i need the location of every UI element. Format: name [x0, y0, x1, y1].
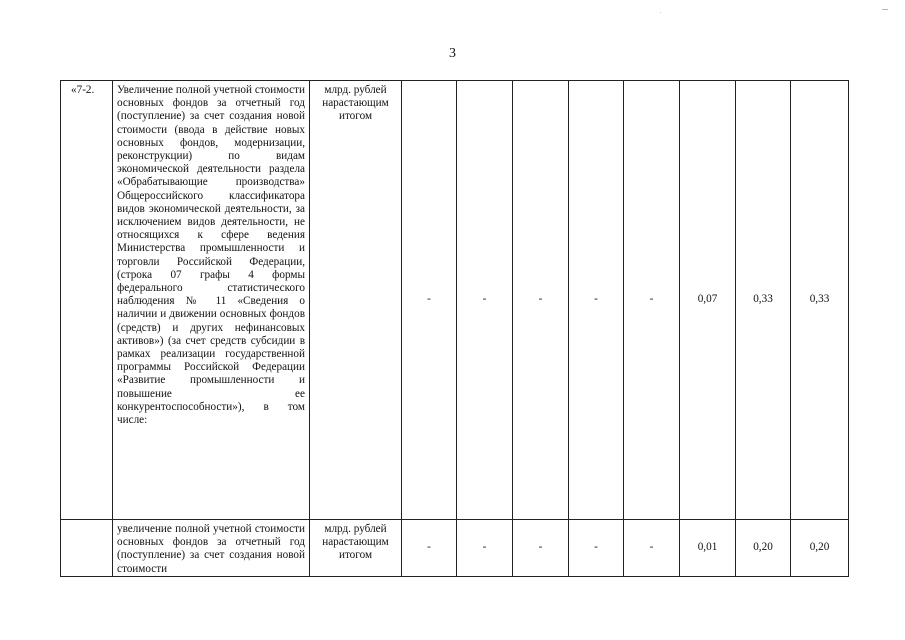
- unit-cell: млрд. рублей нарастающим итогом: [310, 81, 402, 520]
- value-cell: -: [402, 520, 457, 577]
- value-cell: 0,07: [680, 81, 736, 520]
- value-cell: -: [569, 520, 624, 577]
- row-number-cell: [61, 520, 113, 577]
- value-cell: -: [624, 81, 680, 520]
- page-number: 3: [449, 46, 456, 61]
- value-cell: -: [457, 520, 513, 577]
- value-cell: -: [569, 81, 624, 520]
- value-cell: -: [402, 81, 457, 520]
- indicator-table: [60, 80, 849, 577]
- row-number-cell: «7-2.: [61, 81, 113, 520]
- scan-artifact-dot: [660, 12, 661, 13]
- value-cell: -: [513, 81, 569, 520]
- scan-artifact-mark: [882, 9, 888, 10]
- value-cell: -: [513, 520, 569, 577]
- value-cell: 0,01: [680, 520, 736, 577]
- value-cell: -: [624, 520, 680, 577]
- value-cell: 0,33: [791, 81, 849, 520]
- indicator-description-cell: [113, 520, 310, 577]
- indicator-description-text: увеличение полной учетной стоимости основных фондов за отчетный год (поступление) за счет создания новой стоимости: [117, 523, 305, 575]
- table-row: [61, 520, 849, 577]
- value-cell: 0,20: [736, 520, 791, 577]
- value-cell: -: [457, 81, 513, 520]
- unit-cell: млрд. рублей нарастающим итогом: [310, 520, 402, 577]
- value-cell: 0,33: [736, 81, 791, 520]
- indicator-description-cell: Увеличение полной учетной стоимости основных фондов за отчетный год (поступление) за счет создания новой стоимости (ввода в действие новых основных фондов, модернизации, реконструкции) по видам экономической деятельности раздела «Обрабатывающие производства» Общероссийского классификатора видов экономической деятельности, за исключением видов деятельности, не относящихся к сфере ведения Министерства промышленности и торговли Российской Федерации, (строка 07 графы 4 формы федерального статистического наблюдения № 11 «Сведения о наличии и движении основных фондов (средств) и других нефинансовых активов») (за счет средств субсидии в рамках реализации государственной программы Российской Федерации «Развитие промышленности и повышение ее конкурентоспособности»), в том числе:: [113, 81, 310, 520]
- table-row: [61, 81, 849, 520]
- value-cell: 0,20: [791, 520, 849, 577]
